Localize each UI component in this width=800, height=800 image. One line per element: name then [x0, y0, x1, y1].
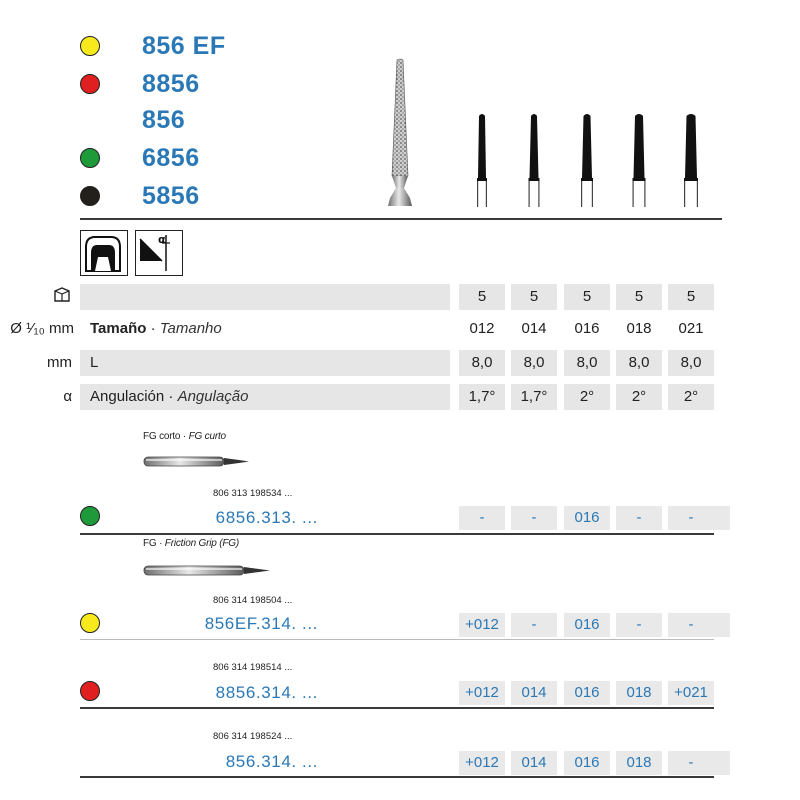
size-availability-cell-extra [714, 613, 730, 637]
catalog-reference-number: 806 314 198524 ... [213, 731, 293, 742]
size-availability-cell: 014 [511, 681, 557, 705]
spec-size-cell: 012 [469, 320, 495, 337]
size-availability-cell: 016 [564, 681, 610, 705]
shank-type-label [143, 538, 239, 549]
spec-angle-cell: 2° [564, 384, 610, 410]
order-code: 856.314. ... [225, 752, 318, 771]
color-code-dot [80, 148, 100, 168]
size-availability-cell-extra [714, 751, 730, 775]
header-code: 856 EF [142, 31, 226, 60]
size-availability-cell: +012 [459, 751, 505, 775]
spec-pack-cell: 5 [459, 284, 505, 310]
spec-unit-angle: α [63, 388, 72, 405]
spec-label-italic: Tamanho [159, 320, 222, 337]
spec-label-italic: Angulação [177, 388, 249, 405]
size-availability-cell: +012 [459, 613, 505, 637]
catalog-reference-number: 806 314 198504 ... [213, 595, 293, 606]
taper-angle-icon [135, 230, 183, 276]
spec-size-cell: 016 [574, 320, 600, 337]
size-availability-cell-extra [714, 506, 730, 530]
spec-label-sep: · [146, 320, 160, 337]
fg-short-shank-icon [143, 451, 253, 473]
spec-pack-cell: 5 [616, 284, 662, 310]
svg-text:α: α [158, 233, 166, 246]
size-availability-cell: 018 [616, 751, 662, 775]
header-divider [80, 218, 722, 220]
spec-size-cell: 018 [626, 320, 652, 337]
bur-size-silhouette [523, 112, 545, 208]
spec-label-bold: Tamaño [90, 320, 147, 337]
spec-label-plain: Angulación [90, 388, 165, 405]
spec-label-size [90, 320, 222, 337]
size-availability-cell: 018 [616, 681, 662, 705]
spec-length-cell: 8,0 [459, 350, 505, 376]
color-code-dot [80, 74, 100, 94]
tooth-crown-prep-icon [80, 230, 128, 276]
size-availability-cell: 016 [564, 506, 610, 530]
size-availability-cell: - [511, 613, 557, 637]
order-code: 6856.313. ... [215, 508, 318, 527]
spec-length-cell: 8,0 [668, 350, 714, 376]
size-availability-cell: - [668, 613, 714, 637]
spec-label-sep: · [164, 388, 178, 405]
spec-length-cell: 8,0 [564, 350, 610, 376]
header-code: 8856 [142, 69, 200, 98]
spec-label-angle [90, 388, 248, 405]
shank-type-label [143, 431, 226, 442]
size-availability-cell: 014 [511, 751, 557, 775]
bur-size-silhouette [680, 112, 702, 208]
section-divider [80, 533, 714, 535]
spec-pack-cell: 5 [511, 284, 557, 310]
size-availability-cell: - [668, 506, 714, 530]
color-code-dot [80, 613, 100, 633]
size-availability-cell: - [668, 751, 714, 775]
spec-angle-cell: 2° [616, 384, 662, 410]
bur-size-silhouette [576, 112, 598, 208]
size-availability-cell: +012 [459, 681, 505, 705]
size-availability-cell: +021 [668, 681, 714, 705]
spec-size-cell: 021 [678, 320, 704, 337]
section-divider [80, 639, 714, 640]
spec-label-length: L [90, 354, 99, 371]
size-availability-cell: 016 [564, 613, 610, 637]
shank-type-plain: FG · [143, 538, 165, 549]
size-availability-cell: 016 [564, 751, 610, 775]
catalog-reference-number: 806 313 198534 ... [213, 488, 293, 499]
color-code-dot [80, 186, 100, 206]
spec-unit-length: mm [47, 354, 72, 371]
package-icon [0, 286, 80, 304]
fg-friction-grip-shank-icon [143, 560, 273, 582]
spec-angle-cell: 2° [668, 384, 714, 410]
color-code-dot [80, 681, 100, 701]
spec-size-cell: 014 [521, 320, 547, 337]
color-code-dot [80, 506, 100, 526]
bur-size-silhouette [471, 112, 493, 208]
shank-type-italic: FG curto [188, 431, 226, 442]
spec-angle-cell: 1,7° [511, 384, 557, 410]
bur-large-illustration [380, 58, 420, 210]
spec-row-bg [80, 284, 450, 310]
order-code: 8856.314. ... [215, 683, 318, 702]
color-code-dot [80, 36, 100, 56]
header-code: 6856 [142, 143, 200, 172]
shank-type-plain: FG corto · [143, 431, 189, 442]
shank-type-italic: Friction Grip (FG) [164, 538, 239, 549]
catalog-reference-number: 806 314 198514 ... [213, 662, 293, 673]
size-availability-cell: - [459, 506, 505, 530]
spec-pack-cell: 5 [668, 284, 714, 310]
bur-size-silhouette [628, 112, 650, 208]
header-code: 5856 [142, 181, 200, 210]
spec-pack-cell: 5 [564, 284, 610, 310]
spec-length-cell: 8,0 [511, 350, 557, 376]
size-availability-cell: - [616, 506, 662, 530]
header-code: 856 [142, 105, 186, 134]
order-code: 856EF.314. ... [204, 614, 318, 633]
section-divider [80, 707, 714, 709]
section-divider [80, 776, 714, 778]
size-availability-cell: - [511, 506, 557, 530]
spec-angle-cell: 1,7° [459, 384, 505, 410]
spec-length-cell: 8,0 [616, 350, 662, 376]
size-availability-cell: - [616, 613, 662, 637]
spec-row-bg [80, 350, 450, 376]
spec-unit-size: Ø ¹⁄₁₀ mm [10, 320, 74, 337]
